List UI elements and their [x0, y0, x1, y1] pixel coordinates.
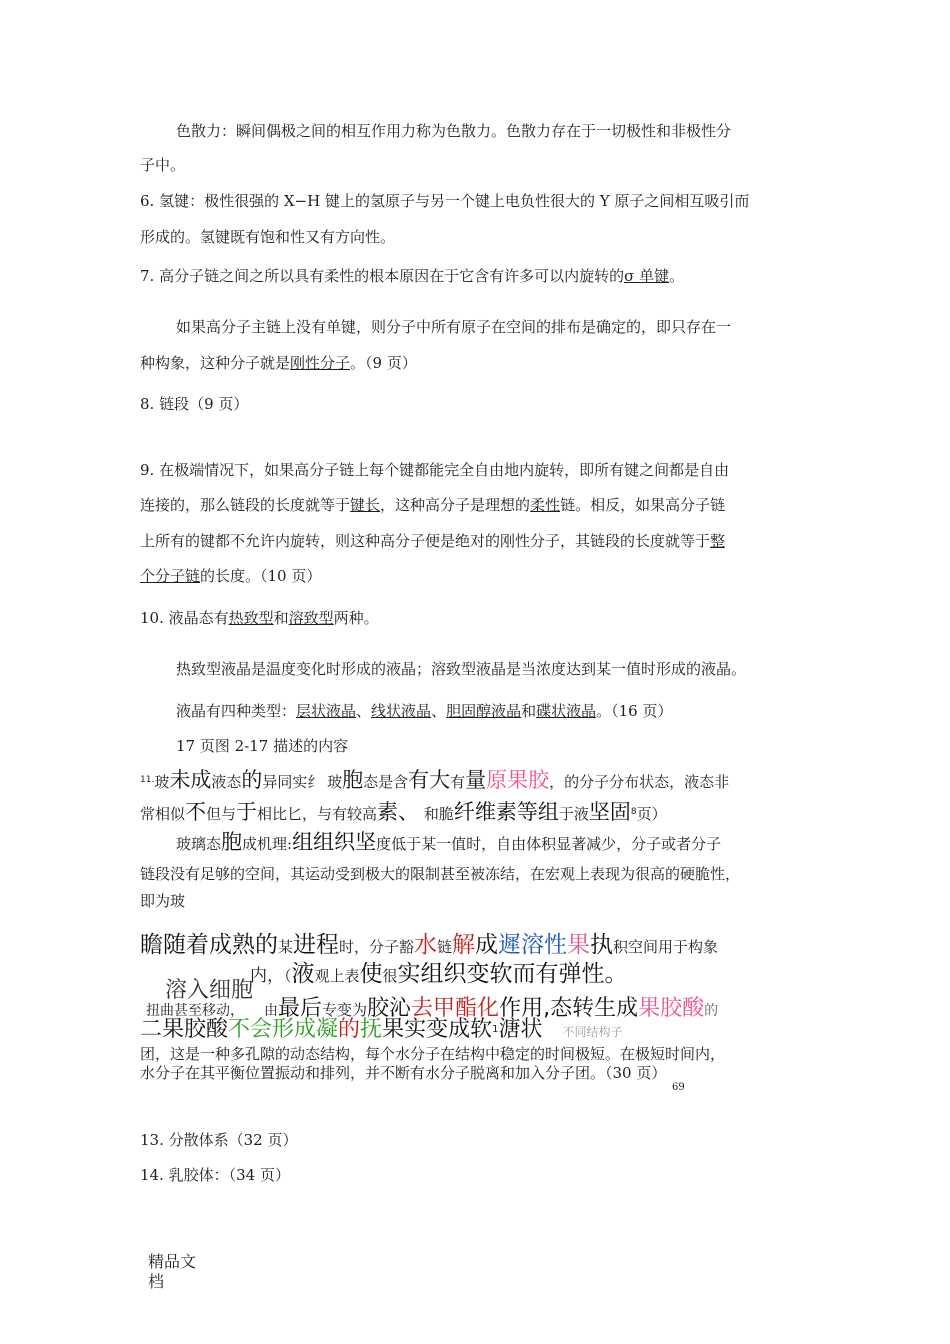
garbled-line: [250, 958, 628, 992]
text: 于: [236, 800, 258, 824]
text: 进程: [293, 932, 340, 958]
underlined-term: 整: [710, 532, 726, 550]
text: 的: [704, 1003, 719, 1019]
text: 有大: [408, 768, 451, 792]
text: 遲溶性: [498, 932, 568, 958]
text: 果: [567, 932, 591, 958]
text: 但与: [206, 805, 237, 823]
garbled-line: [140, 1015, 622, 1047]
text-line: 链段没有足够的空间，其运动受到极大的限制甚至被冻结，在宏观上表现为很高的硬脆性，: [140, 865, 741, 883]
list-item: 9. 在极端情况下，如果高分子链上每个键都能完全自由地内旋转，即所有键之间都是自由: [140, 461, 730, 479]
text: 7. 高分子链之间之所以具有柔性的根本原因在于它含有许多可以内旋转的: [140, 267, 625, 285]
underlined-term: 胆固醇液晶: [446, 702, 522, 720]
list-item: 6. 氢键：极性很强的 X−H 键上的氢原子与另一个键上电负性很大的 Y 原子之间相互吸引而: [140, 192, 750, 210]
page-number: 69: [672, 1082, 685, 1093]
text: 种构象，这种分子就是: [140, 354, 291, 372]
underlined-term: 个分子链: [140, 567, 201, 585]
text: 度低于某一值时，自由体积显著减少，分子或者分子: [376, 835, 722, 853]
text: 解: [452, 932, 476, 958]
underlined-term: 溶致型: [288, 609, 334, 627]
text: 的: [241, 768, 263, 792]
text-line: 子中。: [140, 156, 186, 174]
text: 1: [492, 1024, 499, 1035]
footer-text: 档: [148, 1272, 165, 1291]
text: 胞: [342, 768, 364, 792]
text: 态: [550, 996, 573, 1021]
text-line: [140, 495, 725, 515]
text: 胶沁: [367, 996, 412, 1021]
text: 果胶酸: [638, 996, 705, 1021]
text-line: 热致型液晶是温度变化时形成的液晶；溶致型液晶是当浓度达到某一值时形成的液晶。: [176, 660, 747, 678]
text: 使: [359, 961, 383, 987]
text: 内，: [250, 966, 284, 986]
text: 的长度。（10 页）: [200, 567, 322, 585]
text: 的: [338, 1017, 361, 1042]
text: 去甲酯化: [411, 996, 500, 1021]
text: 成: [475, 932, 499, 958]
text: 转生成: [572, 996, 639, 1021]
text-line: 如果高分子主链上没有单键，则分子中所有原子在空间的排布是确定的，即只存在一: [176, 318, 732, 336]
text: 常相似: [140, 805, 186, 823]
text: 玻: [154, 773, 170, 791]
text: 链: [437, 938, 453, 956]
text: 不: [185, 800, 207, 824]
text: 10. 液晶态有: [140, 609, 229, 627]
text: 执: [590, 932, 614, 958]
text: 和: [521, 702, 537, 720]
list-item: [140, 608, 379, 628]
text: 、: [431, 702, 447, 720]
underlined-term: 层状液晶: [296, 702, 357, 720]
text: 不同结构子: [562, 1025, 623, 1039]
text-line: 17 页图 2-17 描述的内容: [176, 737, 349, 755]
underlined-term: 线状液晶: [371, 702, 432, 720]
text: 组组织坚: [292, 830, 377, 854]
text: ，的分子分布状态，液态非: [549, 773, 730, 791]
text: 瞻随着成熟的: [140, 932, 278, 958]
text: 二果胶酸: [140, 1017, 229, 1042]
text: 和脆: [419, 805, 454, 823]
list-item: 13. 分散体系（32 页）: [140, 1131, 298, 1149]
underlined-term: 键长: [350, 496, 381, 514]
text: 玻璃态: [176, 835, 222, 853]
text: 作用: [499, 996, 544, 1021]
text: 由: [264, 1003, 278, 1019]
text: 很: [382, 967, 398, 985]
text: 时，分子豁: [339, 938, 415, 956]
text: 果实变成软: [382, 1017, 493, 1042]
text: 。（9 页）: [350, 354, 417, 372]
text: ，这种高分子是理想的: [380, 496, 531, 514]
text: 和: [273, 609, 289, 627]
text-line: [176, 701, 672, 721]
text: 异同实纟 玻: [262, 773, 343, 791]
text: 液态: [211, 773, 242, 791]
text: 相比匕，与有较高: [257, 805, 378, 823]
text-line: 形成的。氢键既有饱和性又有方向性。: [140, 228, 396, 246]
text: 水: [414, 932, 438, 958]
item-number: 11.: [140, 775, 155, 785]
text: 坚固: [588, 800, 631, 824]
text: 抚: [360, 1017, 383, 1042]
text: 胞: [221, 830, 243, 854]
text-line: 水分子在其平衡位置振动和排列，并不断有水分子脱离和加入分子团。（30 页）: [140, 1064, 667, 1082]
text-line: [140, 531, 725, 551]
list-item: 8. 链段（9 页）: [140, 395, 249, 413]
text-line: [140, 353, 417, 373]
underlined-term: 热致型: [228, 609, 274, 627]
text: 专变为: [322, 1001, 368, 1019]
text: 量: [465, 768, 487, 792]
text: 连接的，那么链段的长度就等于: [140, 496, 351, 514]
text: 原果胶: [486, 768, 550, 792]
text: 上所有的键都不允许内旋转，则这种高分子便是绝对的刚性分子，其链段的长度就等于: [140, 532, 711, 550]
underlined-term: σ 单键: [624, 267, 670, 285]
text: 液: [291, 961, 315, 987]
text: 有: [450, 773, 466, 791]
list-item: 14. 乳胶体：（34 页）: [140, 1166, 290, 1184]
text: 8: [630, 807, 637, 817]
text: 态是含: [363, 773, 409, 791]
text: 两种。: [333, 609, 379, 627]
text: 页）: [636, 805, 667, 823]
text: 链。相反，如果高分子链: [560, 496, 726, 514]
garbled-line: 溶入细胞: [165, 978, 254, 1003]
text: 未成: [169, 768, 212, 792]
text: 观上表: [314, 967, 360, 985]
underlined-term: 柔性: [530, 496, 561, 514]
garbled-line: [176, 826, 721, 860]
text: 液晶有四种类型：: [176, 702, 297, 720]
text-line: 团，这是一种多孔隙的动态结构，每个水分子在结构中稳定的时间极短。在极短时间内，: [140, 1045, 726, 1063]
garbled-line: [140, 764, 729, 798]
text: 、: [356, 702, 372, 720]
text: 最后: [278, 996, 323, 1021]
text: 成机理:: [242, 835, 293, 853]
text: 溏状: [498, 1017, 543, 1042]
text-line: 即为玻: [140, 892, 186, 910]
text: 积空间用于构象: [613, 938, 719, 956]
text: 素、: [377, 800, 420, 824]
text: ,: [543, 996, 551, 1021]
garbled-line: [140, 796, 667, 830]
text: 于液: [558, 805, 589, 823]
text: 纤维素等组: [453, 800, 559, 824]
text: 扭曲甚至移动，: [146, 1003, 244, 1019]
text: 某: [278, 938, 294, 956]
text-line: [140, 566, 321, 586]
text: （: [284, 967, 292, 985]
text: 实组织变软而有弹性。: [397, 961, 628, 987]
text: 。: [669, 267, 685, 285]
underlined-term: 碟状液晶: [536, 702, 597, 720]
footer-text: 精品文: [148, 1252, 197, 1271]
text: 。（16 页）: [596, 702, 673, 720]
text-line: 色散力：瞬间偶极之间的相互作用力称为色散力。色散力存在于一切极性和非极性分: [176, 122, 732, 140]
underlined-term: 刚性分子: [290, 354, 351, 372]
text: 不会形成凝: [228, 1017, 339, 1042]
list-item: [140, 266, 684, 286]
